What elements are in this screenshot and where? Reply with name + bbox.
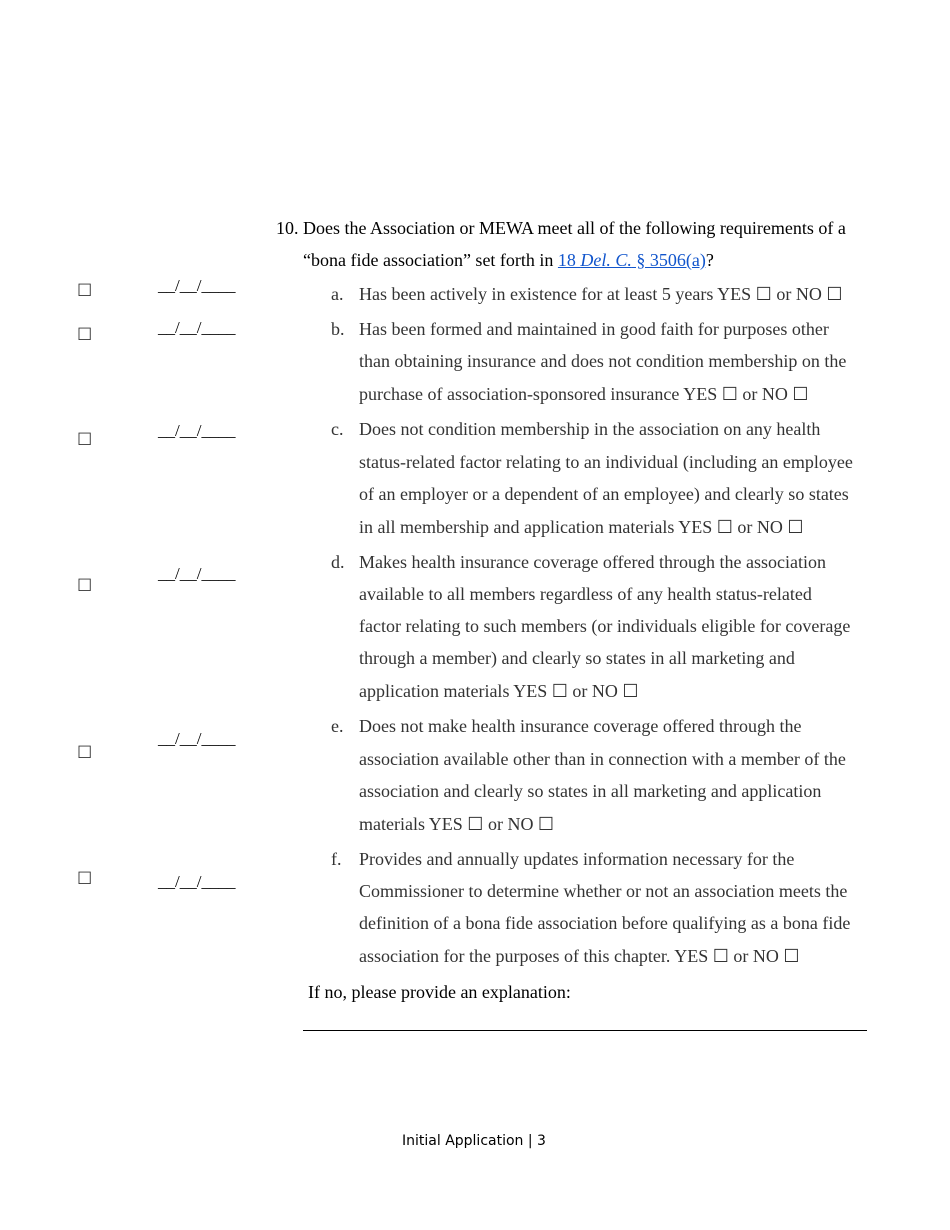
footer-page-number: 3 (537, 1133, 546, 1149)
review-checkbox-c[interactable]: ☐ (77, 430, 93, 449)
item-letter-a: a. (331, 284, 344, 304)
item-letter-b: b. (331, 319, 345, 339)
item-letter-e: e. (331, 716, 344, 736)
item-c-line-3: of an employer or a dependent of an employee) and clearly so states (359, 484, 849, 504)
review-checkbox-a[interactable]: ☐ (77, 281, 93, 300)
item-b-line-1: Has been formed and maintained in good faith for purposes other (359, 319, 829, 339)
item-d-line-3: factor relating to such members (or individuals eligible for coverage (359, 616, 851, 636)
item-letter-f: f. (331, 849, 342, 869)
question-number: 10. (276, 218, 299, 238)
question-text-line-1: Does the Association or MEWA meet all of the following requirements of a (303, 218, 846, 238)
review-checkbox-b[interactable]: ☐ (77, 325, 93, 344)
review-date-c[interactable]: __/__/____ (158, 421, 236, 440)
item-f-line-3: definition of a bona fide association before qualifying as a bona fide (359, 913, 851, 933)
item-b-line-2: than obtaining insurance and does not condition membership on the (359, 351, 847, 371)
question-text-line-2 (303, 250, 714, 270)
item-letter-d: d. (331, 552, 345, 572)
item-e-line-3: association and clearly so states in all marketing and application (359, 781, 822, 801)
item-d-line-5: application materials YES ☐ or NO ☐ (359, 681, 639, 701)
item-f-line-1: Provides and annually updates information necessary for the (359, 849, 795, 869)
item-c-line-1: Does not condition membership in the association on any health (359, 419, 821, 439)
review-date-f[interactable]: __/__/____ (158, 872, 236, 891)
item-f-line-2: Commissioner to determine whether or not an association meets the (359, 881, 848, 901)
item-d-line-4: through a member) and clearly so states in all marketing and (359, 648, 795, 668)
explanation-label: If no, please provide an explanation: (308, 982, 571, 1002)
item-f-line-4: association for the purposes of this chapter. YES ☐ or NO ☐ (359, 946, 800, 966)
review-date-d[interactable]: __/__/____ (158, 564, 236, 583)
item-e-line-1: Does not make health insurance coverage offered through the (359, 716, 802, 736)
item-c-line-2: status-related factor relating to an individual (including an employee (359, 452, 853, 472)
item-d-line-1: Makes health insurance coverage offered through the association (359, 552, 826, 572)
review-checkbox-d[interactable]: ☐ (77, 576, 93, 595)
statute-citation-link[interactable]: 18 Del. C. § 3506(a) (557, 250, 706, 270)
review-checkbox-e[interactable]: ☐ (77, 743, 93, 762)
question-suffix: ? (705, 250, 714, 270)
item-letter-c: c. (331, 419, 344, 439)
explanation-line[interactable] (303, 1030, 867, 1031)
item-c-line-4: in all membership and application materials YES ☐ or NO ☐ (359, 517, 804, 537)
item-e-line-4: materials YES ☐ or NO ☐ (359, 814, 555, 834)
question-prefix: “bona fide association” set forth in (303, 250, 558, 270)
page-footer (402, 1132, 546, 1150)
review-date-a[interactable]: __/__/____ (158, 276, 236, 295)
item-b-line-3: purchase of association-sponsored insurance YES ☐ or NO ☐ (359, 384, 809, 404)
item-e-line-2: association available other than in connection with a member of the (359, 749, 846, 769)
footer-separator: | (527, 1133, 533, 1149)
review-checkbox-f[interactable]: ☐ (77, 869, 93, 888)
item-d-line-2: available to all members regardless of any health status-related (359, 584, 812, 604)
footer-label: Initial Application (402, 1133, 524, 1149)
item-a-line-1: Has been actively in existence for at least 5 years YES ☐ or NO ☐ (359, 284, 843, 304)
review-date-b[interactable]: __/__/____ (158, 318, 236, 337)
review-date-e[interactable]: __/__/____ (158, 729, 236, 748)
